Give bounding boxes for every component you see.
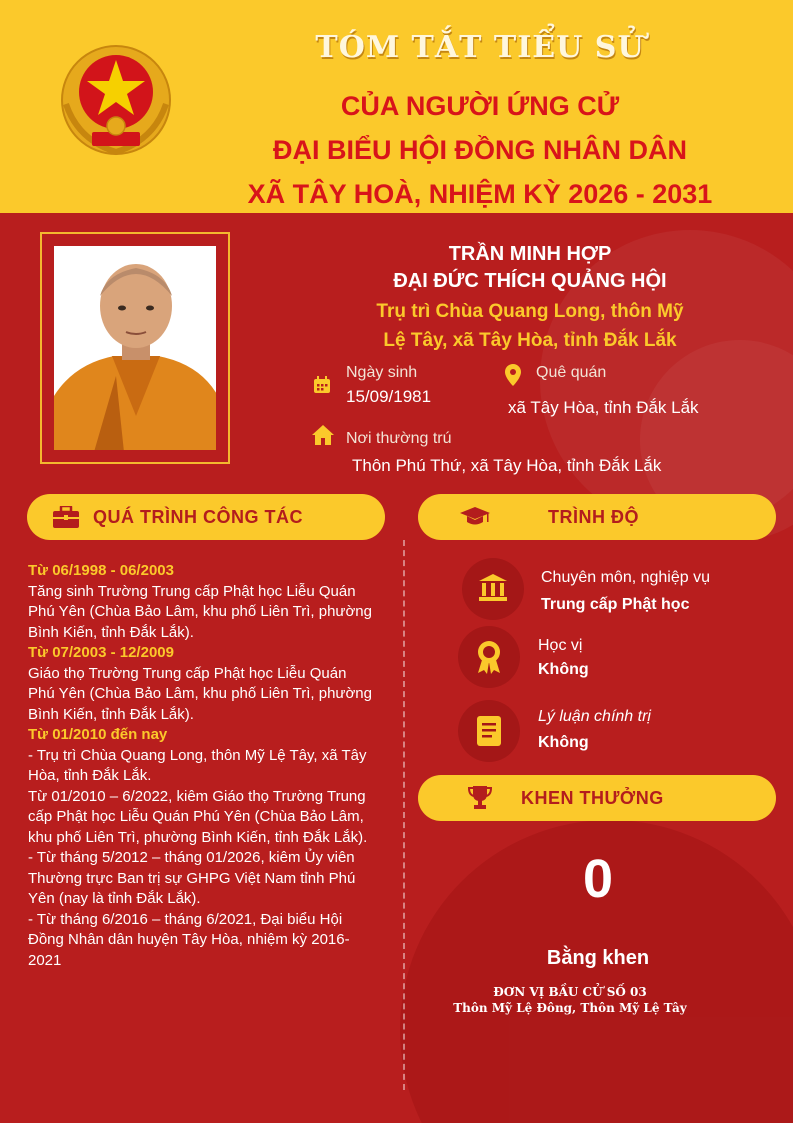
work-period: Từ 06/1998 - 06/2003	[28, 562, 174, 579]
education-title: TRÌNH ĐỘ	[548, 507, 639, 527]
qualification-label: Lý luận chính trị	[538, 708, 651, 725]
medal-icon	[476, 640, 502, 674]
role-line: Trụ trì Chùa Quang Long, thôn Mỹ	[376, 301, 684, 322]
awards-header	[418, 775, 776, 821]
qualification-icon-circle	[458, 626, 520, 688]
birth-label: Ngày sinh	[346, 364, 418, 381]
work-history-title: QUÁ TRÌNH CÔNG TÁC	[93, 507, 303, 527]
candidate-name: TRẦN MINH HỢP	[448, 243, 612, 265]
education-header	[418, 494, 776, 540]
location-pin-icon	[505, 364, 521, 386]
home-icon	[312, 425, 334, 445]
hometown-label: Quê quán	[536, 364, 607, 381]
work-description: Tăng sinh Trường Trung cấp Phật học Liễu Quán Phú Yên (Chùa Bảo Lâm, khu phố Liên Trì, phường Bình Kiến, tỉnh Đắk Lắk).	[28, 582, 372, 641]
qualification-value: Trung cấp Phật học	[541, 596, 690, 613]
candidate-dharma-name: ĐẠI ĐỨC THÍCH QUẢNG HỘI	[393, 270, 667, 292]
poster-title: TÓM TẮT TIỂU SỬ	[315, 30, 645, 65]
work-history-list	[28, 561, 373, 971]
candidate-role	[330, 297, 730, 355]
portrait-photo	[54, 246, 216, 450]
briefcase-icon	[53, 506, 79, 528]
subtitle-line: CỦA NGƯỜI ỨNG CỬ	[340, 91, 620, 121]
trophy-icon	[468, 786, 492, 810]
qualification-label: Học vị	[538, 637, 583, 654]
work-period: Từ 07/2003 - 12/2009	[28, 644, 174, 661]
hometown-value: xã Tây Hòa, tỉnh Đắk Lắk	[508, 398, 699, 417]
qualification-value: Không	[538, 734, 589, 751]
birth-value: 15/09/1981	[346, 387, 432, 406]
role-line: Lệ Tây, xã Tây Hòa, tỉnh Đắk Lắk	[383, 330, 677, 351]
book-icon	[477, 716, 501, 746]
graduation-cap-icon	[460, 507, 490, 527]
national-emblem-icon	[58, 40, 174, 166]
poster-subtitle	[200, 84, 760, 216]
award-type-label: Bằng khen	[546, 947, 650, 969]
work-history-header	[27, 494, 385, 540]
award-count: 0	[582, 849, 614, 909]
subtitle-line: ĐẠI BIỂU HỘI ĐỒNG NHÂN DÂN	[272, 135, 687, 165]
qualification-value: Không	[538, 661, 589, 678]
institution-icon	[479, 574, 507, 602]
qualification-label: Chuyên môn, nghiệp vụ	[541, 569, 710, 586]
work-period: Từ 01/2010 đến nay	[28, 726, 168, 743]
awards-title: KHEN THƯỞNG	[521, 788, 664, 808]
qualification-icon-circle	[458, 700, 520, 762]
portrait-frame	[40, 232, 230, 464]
calendar-icon	[313, 376, 331, 394]
subtitle-line: XÃ TÂY HOÀ, NHIỆM KỲ 2026 - 2031	[247, 179, 713, 209]
electoral-unit: ĐƠN VỊ BẦU CỬ SỐ 03	[493, 985, 647, 999]
work-description: Giáo thọ Trường Trung cấp Phật học Liễu Quán Phú Yên (Chùa Bảo Lâm, khu phố Liên Trì, phường Bình Kiến, tỉnh Đắk Lắk).	[28, 664, 372, 723]
work-description: - Trụ trì Chùa Quang Long, thôn Mỹ Lệ Tây, xã Tây Hòa, tỉnh Đắk Lắk. Từ 01/2010 – 6/2022, kiêm Giáo thọ Trường Trung cấp Phật học Liễu Quán Phú Yên (Chùa Bảo Lâm, khu phố Liên Trì, phường Bình Kiến, tỉnh Đắk Lắk). - Từ tháng 5/2012 – tháng 01/2026, kiêm Ủy viên Thường trực Ban trị sự GHPG Việt Nam tỉnh Phú Yên (nay là tỉnh Đắk Lắk). - Từ tháng 6/2016 – tháng 6/2021, Đại biểu Hội Đồng Nhân dân huyện Tây Hòa, nhiệm kỳ 2016-2021	[28, 746, 368, 969]
residence-label: Nơi thường trú	[346, 430, 452, 447]
residence-value: Thôn Phú Thứ, xã Tây Hòa, tỉnh Đắk Lắk	[352, 456, 662, 475]
qualification-icon-circle	[462, 558, 524, 620]
electoral-unit-villages: Thôn Mỹ Lệ Đông, Thôn Mỹ Lệ Tây	[453, 1001, 687, 1015]
